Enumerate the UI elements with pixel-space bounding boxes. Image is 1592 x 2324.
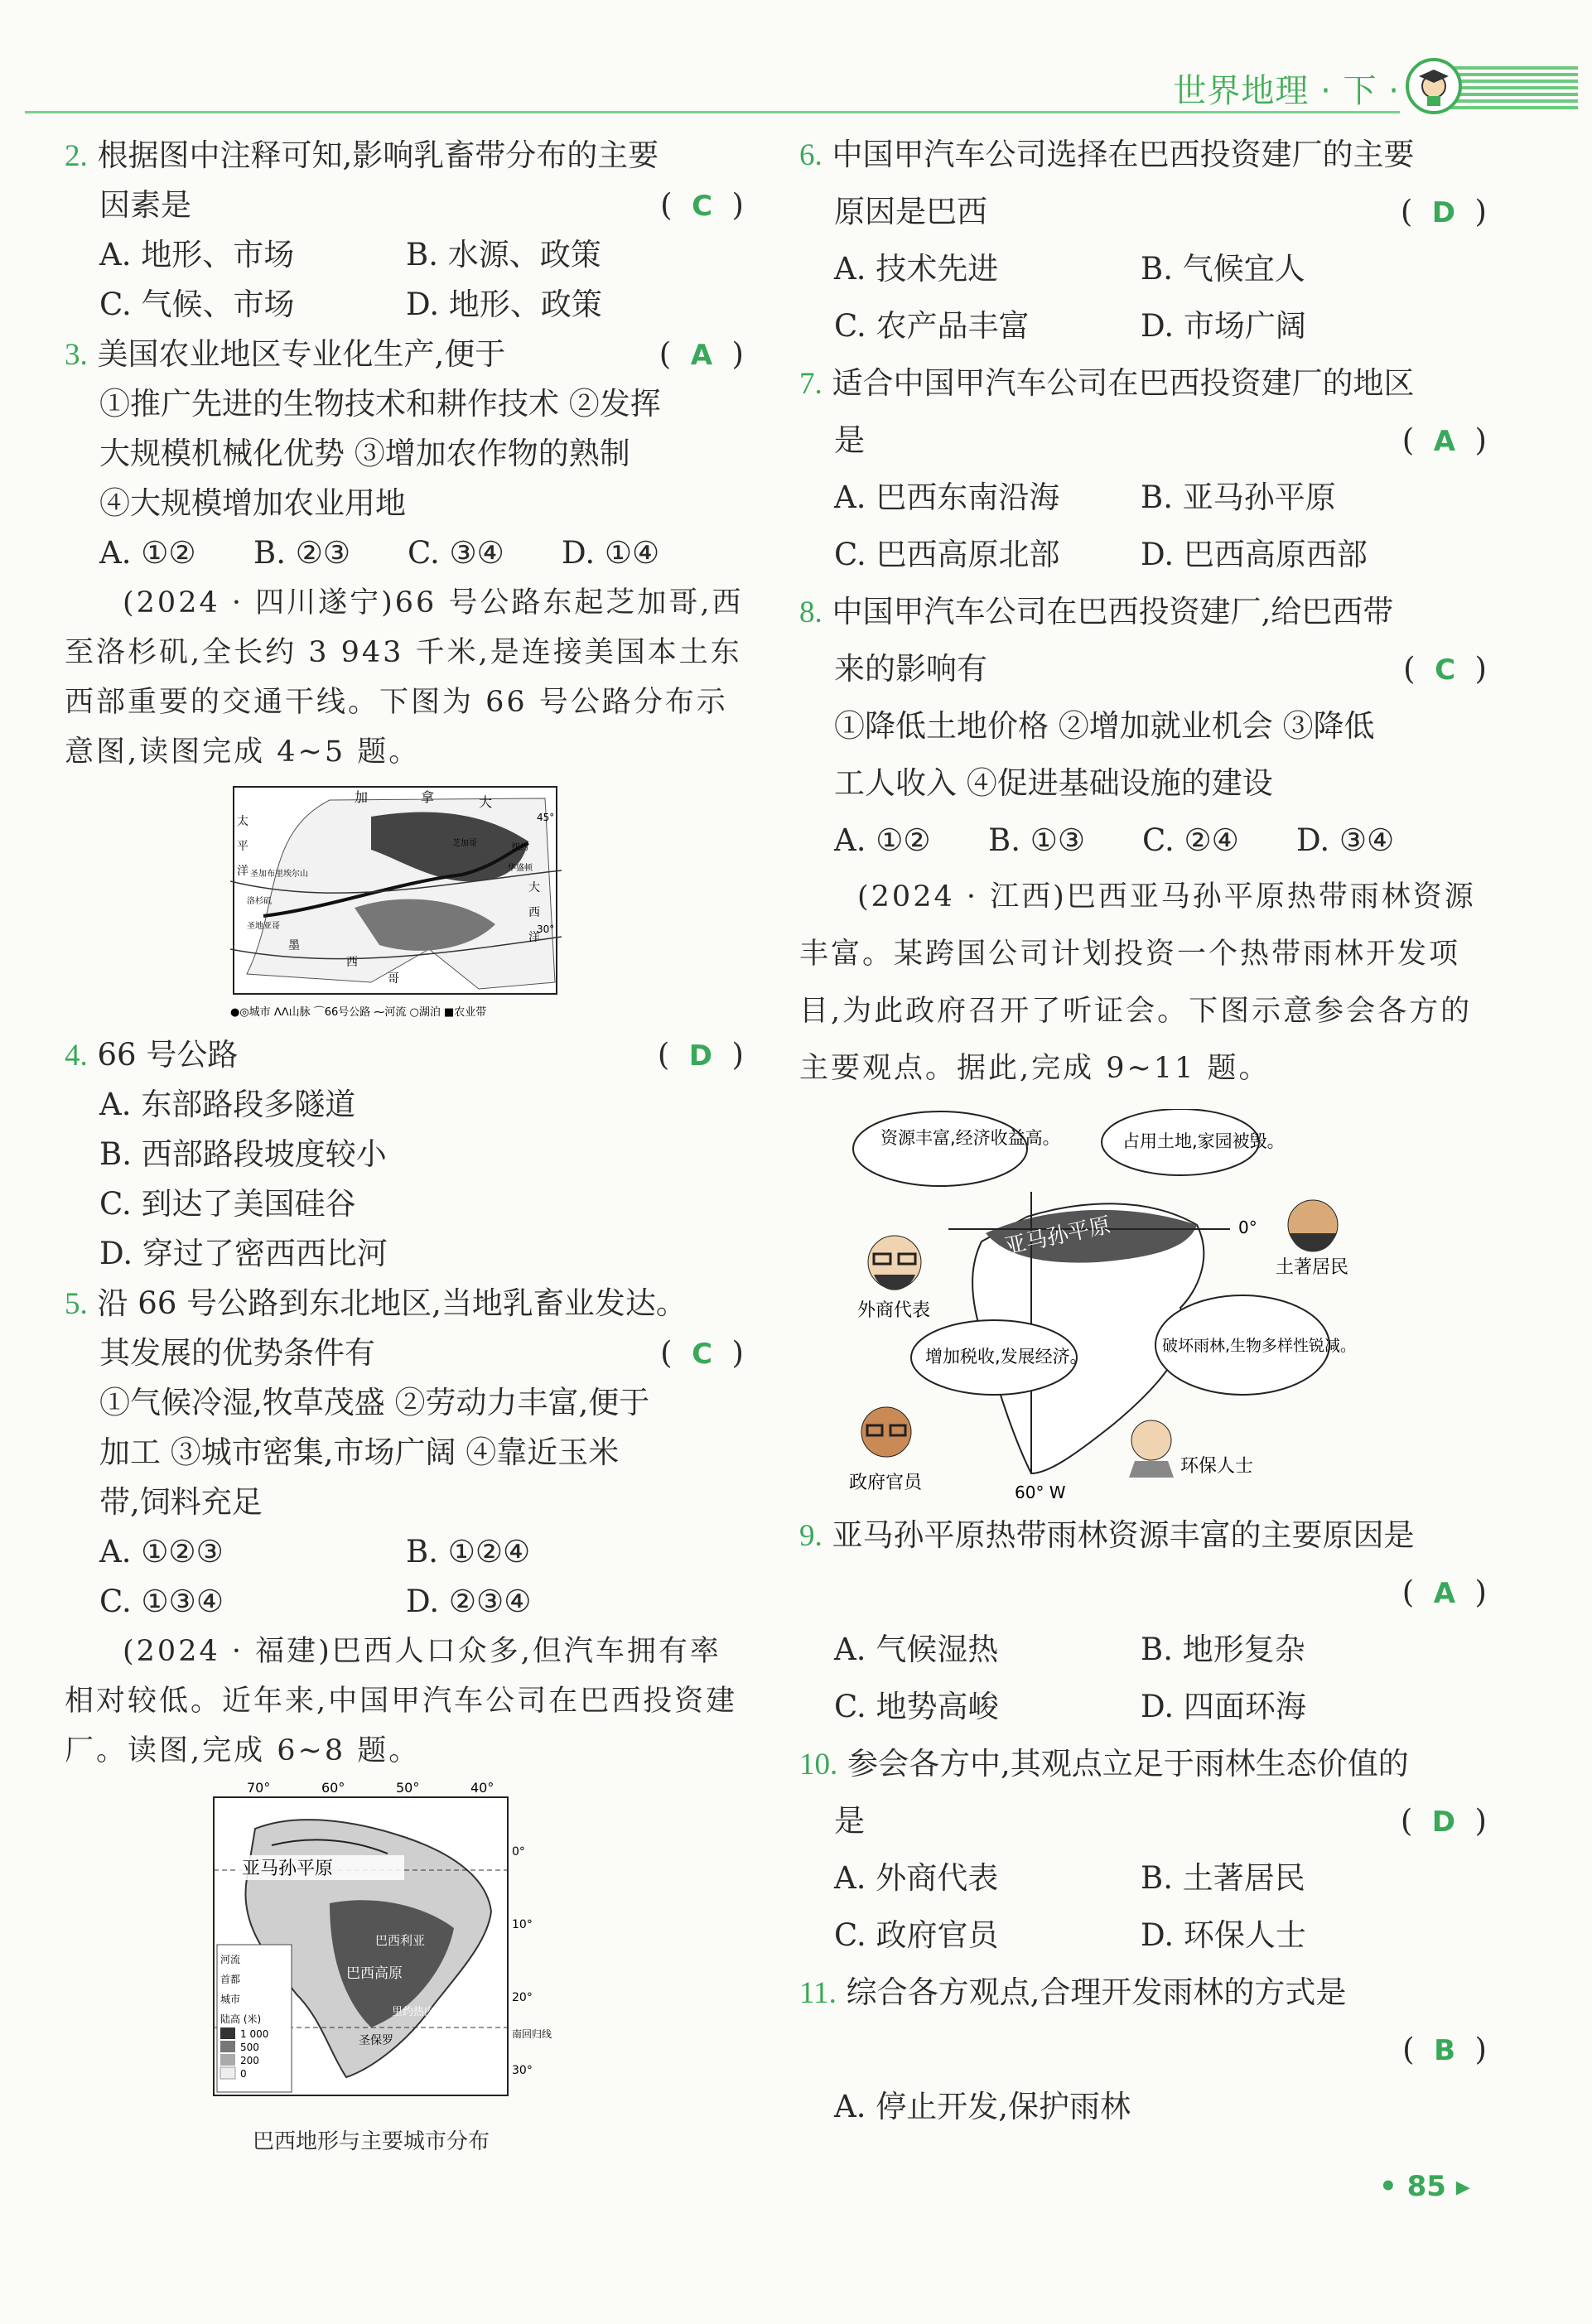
map-label: 墨 — [288, 939, 300, 952]
map-label: 洋 — [528, 931, 540, 944]
option: D. 巴西高原西部 — [1141, 537, 1368, 572]
option: B. 地形复杂 — [1141, 1632, 1305, 1667]
question-stem: 因素是 — [99, 187, 191, 223]
left-column — [65, 131, 744, 2154]
answer-bracket: ( C ) — [660, 187, 744, 223]
option: B. 土著居民 — [1141, 1860, 1305, 1896]
question-number: 7. — [799, 367, 823, 401]
option: A. 地形、市场 — [99, 237, 295, 272]
option: C. 地势高峻 — [834, 1689, 999, 1724]
material-intro: (2024 · 四川遂宁)66 号公路东起芝加哥,西至洛杉矶,全长约 3 943 千米,是连接美国本土东西部重要的交通干线。下图为 66 号公路分布示意图,读图完成 4~5 题。 — [65, 586, 744, 769]
legend-item: 500 — [240, 2042, 259, 2053]
option: A. 停止开发,保护雨林 — [834, 2089, 1131, 2124]
hearing-figure — [849, 1109, 1429, 1498]
answer-bracket: ( C ) — [660, 1335, 744, 1371]
question-stem: 是 — [834, 422, 865, 458]
lat-label: 20° — [512, 1991, 533, 2004]
option: A. 气候湿热 — [834, 1632, 999, 1667]
question-stem: 综合各方观点,合理开发雨林的方式是 — [846, 1974, 1347, 2010]
question-11 — [799, 1964, 1487, 2135]
answer-bracket: ( C ) — [1403, 651, 1487, 687]
statement-line: ①推广先进的生物技术和耕作技术 ②发挥 — [99, 386, 661, 422]
option: D. ③④ — [1296, 822, 1395, 858]
legend-item: 城市 — [220, 1994, 241, 2005]
question-7 — [799, 354, 1487, 583]
option: B. 气候宜人 — [1141, 251, 1305, 287]
option: C. 政府官员 — [834, 1917, 999, 1953]
region-label: 亚马孙平原 — [1002, 1213, 1113, 1260]
question-number: 2. — [65, 139, 88, 173]
legend-item: 首都 — [220, 1974, 241, 1985]
speech-bubble: 资源丰富,经济收益高。 — [880, 1128, 1060, 1148]
option: B. 西部路段坡度较小 — [99, 1136, 387, 1172]
answer-bracket: ( B ) — [1402, 2032, 1487, 2067]
foreign-rep-icon — [868, 1236, 921, 1290]
map-label: 太 — [237, 815, 248, 828]
question-2 — [65, 131, 744, 330]
option: A. ①② — [834, 822, 931, 858]
question-stem: 亚马孙平原热带雨林资源丰富的主要原因是 — [832, 1517, 1415, 1553]
question-stem: 参会各方中,其观点立足于雨林生态价值的 — [847, 1746, 1409, 1782]
question-stem: 来的影响有 — [834, 651, 987, 687]
legend-item: 河流 — [220, 1954, 241, 1965]
speech-bubble: 破坏雨林,生物多样性锐减。 — [1162, 1337, 1357, 1355]
statement-line: 加工 ③城市密集,市场广阔 ④靠近玉米 — [99, 1434, 620, 1470]
city-label: 里约热内卢 — [392, 2006, 446, 2018]
page-number: • 85 ▸ — [1379, 2170, 1470, 2203]
legend-item: 陆高 (米) — [220, 2013, 262, 2025]
answer-bracket: ( D ) — [1400, 194, 1487, 229]
question-4 — [65, 1030, 744, 1279]
right-column — [799, 126, 1487, 2135]
option: A. ①② — [99, 535, 196, 571]
option: C. 巴西高原北部 — [834, 537, 1060, 572]
question-6 — [799, 126, 1487, 354]
statement-line: 带,饲料充足 — [99, 1484, 263, 1520]
figure-caption: 巴西地形与主要城市分布 — [252, 2129, 490, 2154]
answer-bracket: ( D ) — [657, 1037, 744, 1073]
graduate-icon — [1406, 58, 1462, 114]
indigenous-resident-icon — [1288, 1200, 1338, 1252]
map-label: 纽约 — [512, 843, 528, 852]
environmentalist-icon — [1129, 1420, 1174, 1478]
option: B. ①②④ — [406, 1534, 531, 1569]
answer: D — [1431, 1806, 1456, 1839]
map-label: 圣加布里埃尔山 — [250, 870, 308, 879]
question-number: 10. — [799, 1748, 838, 1782]
question-stem: 沿 66 号公路到东北地区,当地乳畜业发达。 — [97, 1285, 687, 1321]
lat-label: 45° — [537, 812, 555, 823]
question-stem: 中国甲汽车公司在巴西投资建厂,给巴西带 — [832, 594, 1394, 629]
statement-line: ①气候冷湿,牧草茂盛 ②劳动力丰富,便于 — [99, 1385, 650, 1420]
material-intro: (2024 · 福建)巴西人口众多,但汽车拥有率相对较低。近年来,中国甲汽车公司在巴西投资建厂。读图,完成 6~8 题。 — [65, 1635, 738, 1767]
answer: A — [690, 339, 713, 372]
map-label: 华盛顿 — [508, 864, 533, 873]
option: A. 东部路段多隧道 — [99, 1087, 356, 1122]
question-stem: 根据图中注释可知,影响乳畜带分布的主要 — [97, 137, 659, 173]
person-label: 政府官员 — [849, 1473, 923, 1493]
city-label: 巴西利亚 — [375, 1933, 426, 1948]
lon-label: 40° — [470, 1780, 494, 1796]
option: D. ①④ — [562, 535, 660, 571]
option: D. 穿过了密西西比河 — [99, 1236, 388, 1271]
option: D. 环保人士 — [1141, 1917, 1306, 1953]
map-label: 洋 — [237, 865, 248, 878]
question-stem: 其发展的优势条件有 — [99, 1335, 375, 1371]
lat-label: 10° — [512, 1918, 533, 1931]
running-header-title: 世界地理 · 下 · — [1173, 72, 1400, 110]
option: C. 农产品丰富 — [834, 308, 1030, 344]
hearing-diagram — [849, 1109, 1429, 1498]
option: B. ②③ — [253, 535, 351, 571]
option: A. 技术先进 — [834, 251, 999, 287]
answer-bracket: ( A ) — [659, 336, 744, 372]
statement-line: ④大规模增加农业用地 — [99, 485, 406, 521]
statement-line: 大规模机械化优势 ③增加农作物的熟制 — [99, 436, 630, 471]
map-label: 南回归线 — [512, 2028, 552, 2040]
lon-label: 50° — [396, 1780, 420, 1796]
option: B. ①③ — [988, 822, 1086, 858]
question-stem: 中国甲汽车公司选择在巴西投资建厂的主要 — [832, 137, 1415, 172]
question-number: 9. — [799, 1519, 823, 1553]
lat-label: 30° — [537, 923, 555, 935]
answer: A — [1433, 425, 1456, 458]
option: A. 巴西东南沿海 — [834, 480, 1060, 515]
question-number: 3. — [65, 338, 88, 372]
lat-label: 0° — [1238, 1217, 1257, 1237]
lon-label: 70° — [247, 1780, 271, 1796]
person-label: 外商代表 — [857, 1300, 931, 1321]
option: C. ②④ — [1142, 822, 1239, 858]
option: C. ①③④ — [99, 1584, 224, 1619]
answer: C — [692, 190, 713, 223]
lat-label: 30° — [512, 2064, 533, 2077]
person-label: 土著居民 — [1276, 1257, 1349, 1278]
legend-item: 200 — [240, 2055, 259, 2066]
route66-map-figure — [230, 784, 578, 1024]
question-number: 5. — [65, 1287, 88, 1321]
question-number: 6. — [799, 138, 823, 172]
answer-bracket: ( A ) — [1401, 422, 1487, 458]
speech-bubble: 增加税收,发展经济。 — [925, 1347, 1088, 1367]
option: D. 地形、政策 — [406, 287, 602, 322]
legend-item: 0 — [240, 2068, 247, 2080]
map-label: 洛杉矶 — [247, 897, 272, 906]
header-stripes — [1445, 66, 1578, 109]
option: B. 水源、政策 — [406, 237, 601, 272]
answer-bracket: ( D ) — [1400, 1803, 1487, 1839]
person-label: 环保人士 — [1180, 1456, 1254, 1477]
map-label: 大 — [528, 881, 540, 894]
map-label: 西 — [528, 906, 540, 919]
option: C. 气候、市场 — [99, 287, 295, 322]
option: A. ①②③ — [99, 1534, 224, 1569]
material-intro: (2024 · 江西)巴西亚马孙平原热带雨林资源丰富。某跨国公司计划投资一个热带雨林开发项目,为此政府召开了听证会。下图示意参会各方的主要观点。据此,完成 9~11 题。 — [799, 880, 1476, 1085]
question-number: 11. — [799, 1976, 837, 2010]
city-label: 圣保罗 — [359, 2034, 393, 2047]
route66-map — [230, 784, 578, 1024]
question-number: 8. — [799, 595, 823, 629]
question-stem: 适合中国甲汽车公司在巴西投资建厂的地区 — [832, 365, 1415, 401]
brazil-map — [205, 1779, 603, 2102]
lon-label: 60° — [321, 1780, 345, 1796]
speech-bubble: 占用土地,家园被毁。 — [1122, 1131, 1285, 1151]
lat-label: 0° — [512, 1845, 525, 1859]
option: A. 外商代表 — [834, 1860, 999, 1896]
answer: D — [688, 1039, 713, 1073]
answer-bracket: ( A ) — [1401, 1574, 1487, 1610]
region-label: 亚马孙平原 — [242, 1859, 334, 1879]
question-stem: 66 号公路 — [97, 1037, 239, 1073]
question-9 — [799, 1507, 1487, 1735]
answer: C — [1435, 653, 1456, 687]
legend-item: 1 000 — [240, 2028, 269, 2040]
answer: A — [1433, 1577, 1456, 1610]
region-label: 巴西高原 — [346, 1965, 403, 1982]
map-label: 西 — [346, 956, 358, 969]
option: C. 到达了美国硅谷 — [99, 1186, 356, 1222]
option: D. 市场广阔 — [1141, 308, 1306, 344]
question-3 — [65, 330, 744, 578]
answer: C — [692, 1338, 713, 1371]
question-stem: 美国农业地区专业化生产,便于 — [97, 336, 506, 372]
question-5 — [65, 1279, 744, 1627]
statement-line: 工人收入 ④促进基础设施的建设 — [834, 765, 1273, 801]
map-label: 平 — [237, 840, 248, 853]
option: B. 亚马孙平原 — [1141, 480, 1336, 515]
map-label: 圣地亚哥 — [247, 922, 280, 931]
map-label: 哥 — [388, 972, 399, 986]
answer: B — [1434, 2034, 1456, 2067]
map-label: 加 — [355, 789, 369, 805]
answer: D — [1431, 196, 1456, 229]
question-stem: 原因是巴西 — [834, 194, 987, 229]
government-official-icon — [861, 1407, 911, 1457]
option: C. ③④ — [408, 535, 504, 571]
statement-line: ①降低土地价格 ②增加就业机会 ③降低 — [834, 708, 1375, 744]
map-label: 大 — [479, 794, 493, 810]
option: D. 四面环海 — [1141, 1689, 1306, 1724]
map-label: 芝加哥 — [452, 839, 477, 848]
map-legend: ●◎城市 ᐱᐱ山脉 ⌒66号公路 ⁓河流 ○湖泊 ■农业带 — [230, 1006, 487, 1019]
question-number: 4. — [65, 1039, 88, 1073]
map-label: 拿 — [421, 789, 435, 805]
question-stem: 是 — [834, 1803, 865, 1839]
brazil-map-figure — [205, 1779, 603, 2154]
question-8 — [799, 583, 1487, 869]
option: D. ②③④ — [406, 1584, 532, 1619]
lon-label: 60° W — [1015, 1483, 1066, 1498]
question-10 — [799, 1735, 1487, 1964]
